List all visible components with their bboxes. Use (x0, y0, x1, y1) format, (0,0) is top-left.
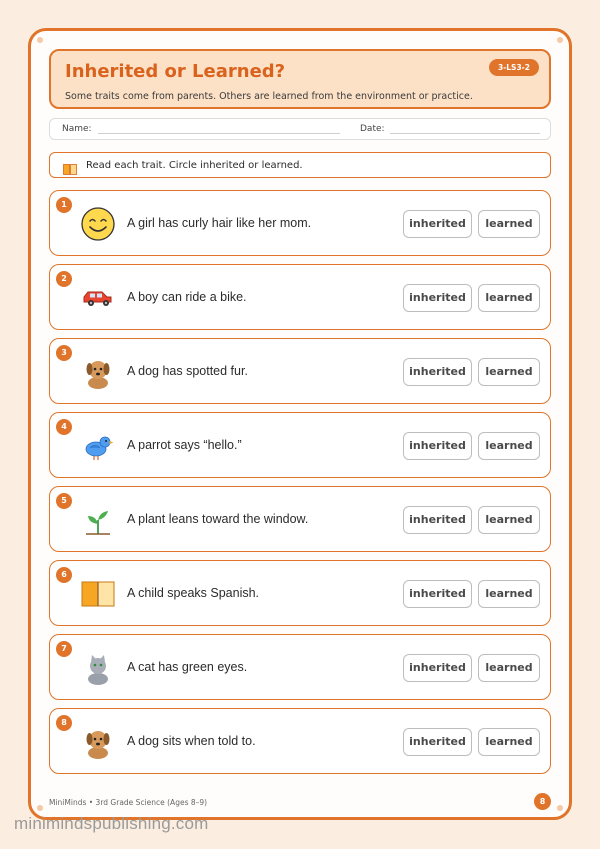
inherited-option[interactable]: inherited (403, 728, 472, 756)
trait-item (49, 560, 551, 626)
inherited-option[interactable]: inherited (403, 654, 472, 682)
learned-option[interactable]: learned (478, 506, 540, 534)
inherited-option[interactable]: inherited (403, 580, 472, 608)
trait-text: A parrot says “hello.” (127, 438, 242, 452)
trait-text: A dog sits when told to. (127, 734, 256, 748)
inherited-option[interactable]: inherited (403, 284, 472, 312)
page-title: Inherited or Learned? (65, 61, 286, 82)
item-number: 1 (56, 197, 72, 213)
smiley-face-icon (80, 206, 116, 242)
corner-dot (37, 37, 43, 43)
inherited-option[interactable]: inherited (403, 210, 472, 238)
item-number: 3 (56, 345, 72, 361)
trait-item (49, 264, 551, 330)
trait-item (49, 486, 551, 552)
trait-item (49, 338, 551, 404)
name-field[interactable] (98, 133, 340, 134)
date-field[interactable] (390, 133, 540, 134)
worksheet-page (28, 28, 572, 820)
name-label: Name: (62, 124, 92, 134)
plant-icon (80, 502, 116, 538)
footer-text: MiniMinds • 3rd Grade Science (Ages 8–9) (49, 798, 208, 807)
trait-text: A plant leans toward the window. (127, 512, 309, 526)
page-number: 8 (534, 793, 551, 810)
car-icon (80, 280, 116, 316)
trait-item (49, 634, 551, 700)
watermark: minimindspublishing.com (14, 814, 209, 833)
corner-dot (37, 805, 43, 811)
trait-text: A child speaks Spanish. (127, 586, 260, 600)
book-icon (80, 576, 116, 612)
trait-text: A dog has spotted fur. (127, 364, 248, 378)
trait-text: A boy can ride a bike. (127, 290, 247, 304)
inherited-option[interactable]: inherited (403, 506, 472, 534)
standard-badge: 3-LS3-2 (489, 59, 539, 76)
instructions-text: Read each trait. Circle inherited or learned. (86, 160, 303, 171)
instructions-box (49, 152, 551, 178)
date-label: Date: (360, 124, 385, 134)
learned-option[interactable]: learned (478, 432, 540, 460)
dog-icon (80, 724, 116, 760)
item-number: 5 (56, 493, 72, 509)
trait-text: A cat has green eyes. (127, 660, 248, 674)
item-number: 6 (56, 567, 72, 583)
worksheet-header (49, 49, 551, 109)
learned-option[interactable]: learned (478, 284, 540, 312)
corner-dot (557, 37, 563, 43)
learned-option[interactable]: learned (478, 728, 540, 756)
name-date-row (49, 118, 551, 140)
item-number: 7 (56, 641, 72, 657)
trait-item (49, 412, 551, 478)
book-icon (63, 160, 77, 179)
learned-option[interactable]: learned (478, 210, 540, 238)
inherited-option[interactable]: inherited (403, 432, 472, 460)
item-number: 8 (56, 715, 72, 731)
learned-option[interactable]: learned (478, 654, 540, 682)
trait-item (49, 708, 551, 774)
item-number: 2 (56, 271, 72, 287)
bird-icon (80, 428, 116, 464)
corner-dot (557, 805, 563, 811)
learned-option[interactable]: learned (478, 358, 540, 386)
trait-text: A girl has curly hair like her mom. (127, 216, 312, 230)
inherited-option[interactable]: inherited (403, 358, 472, 386)
learned-option[interactable]: learned (478, 580, 540, 608)
cat-icon (80, 650, 116, 686)
trait-list (49, 190, 551, 782)
page-subtitle: Some traits come from parents. Others are learned from the environment or practice. (65, 91, 473, 102)
trait-item (49, 190, 551, 256)
item-number: 4 (56, 419, 72, 435)
dog-icon (80, 354, 116, 390)
